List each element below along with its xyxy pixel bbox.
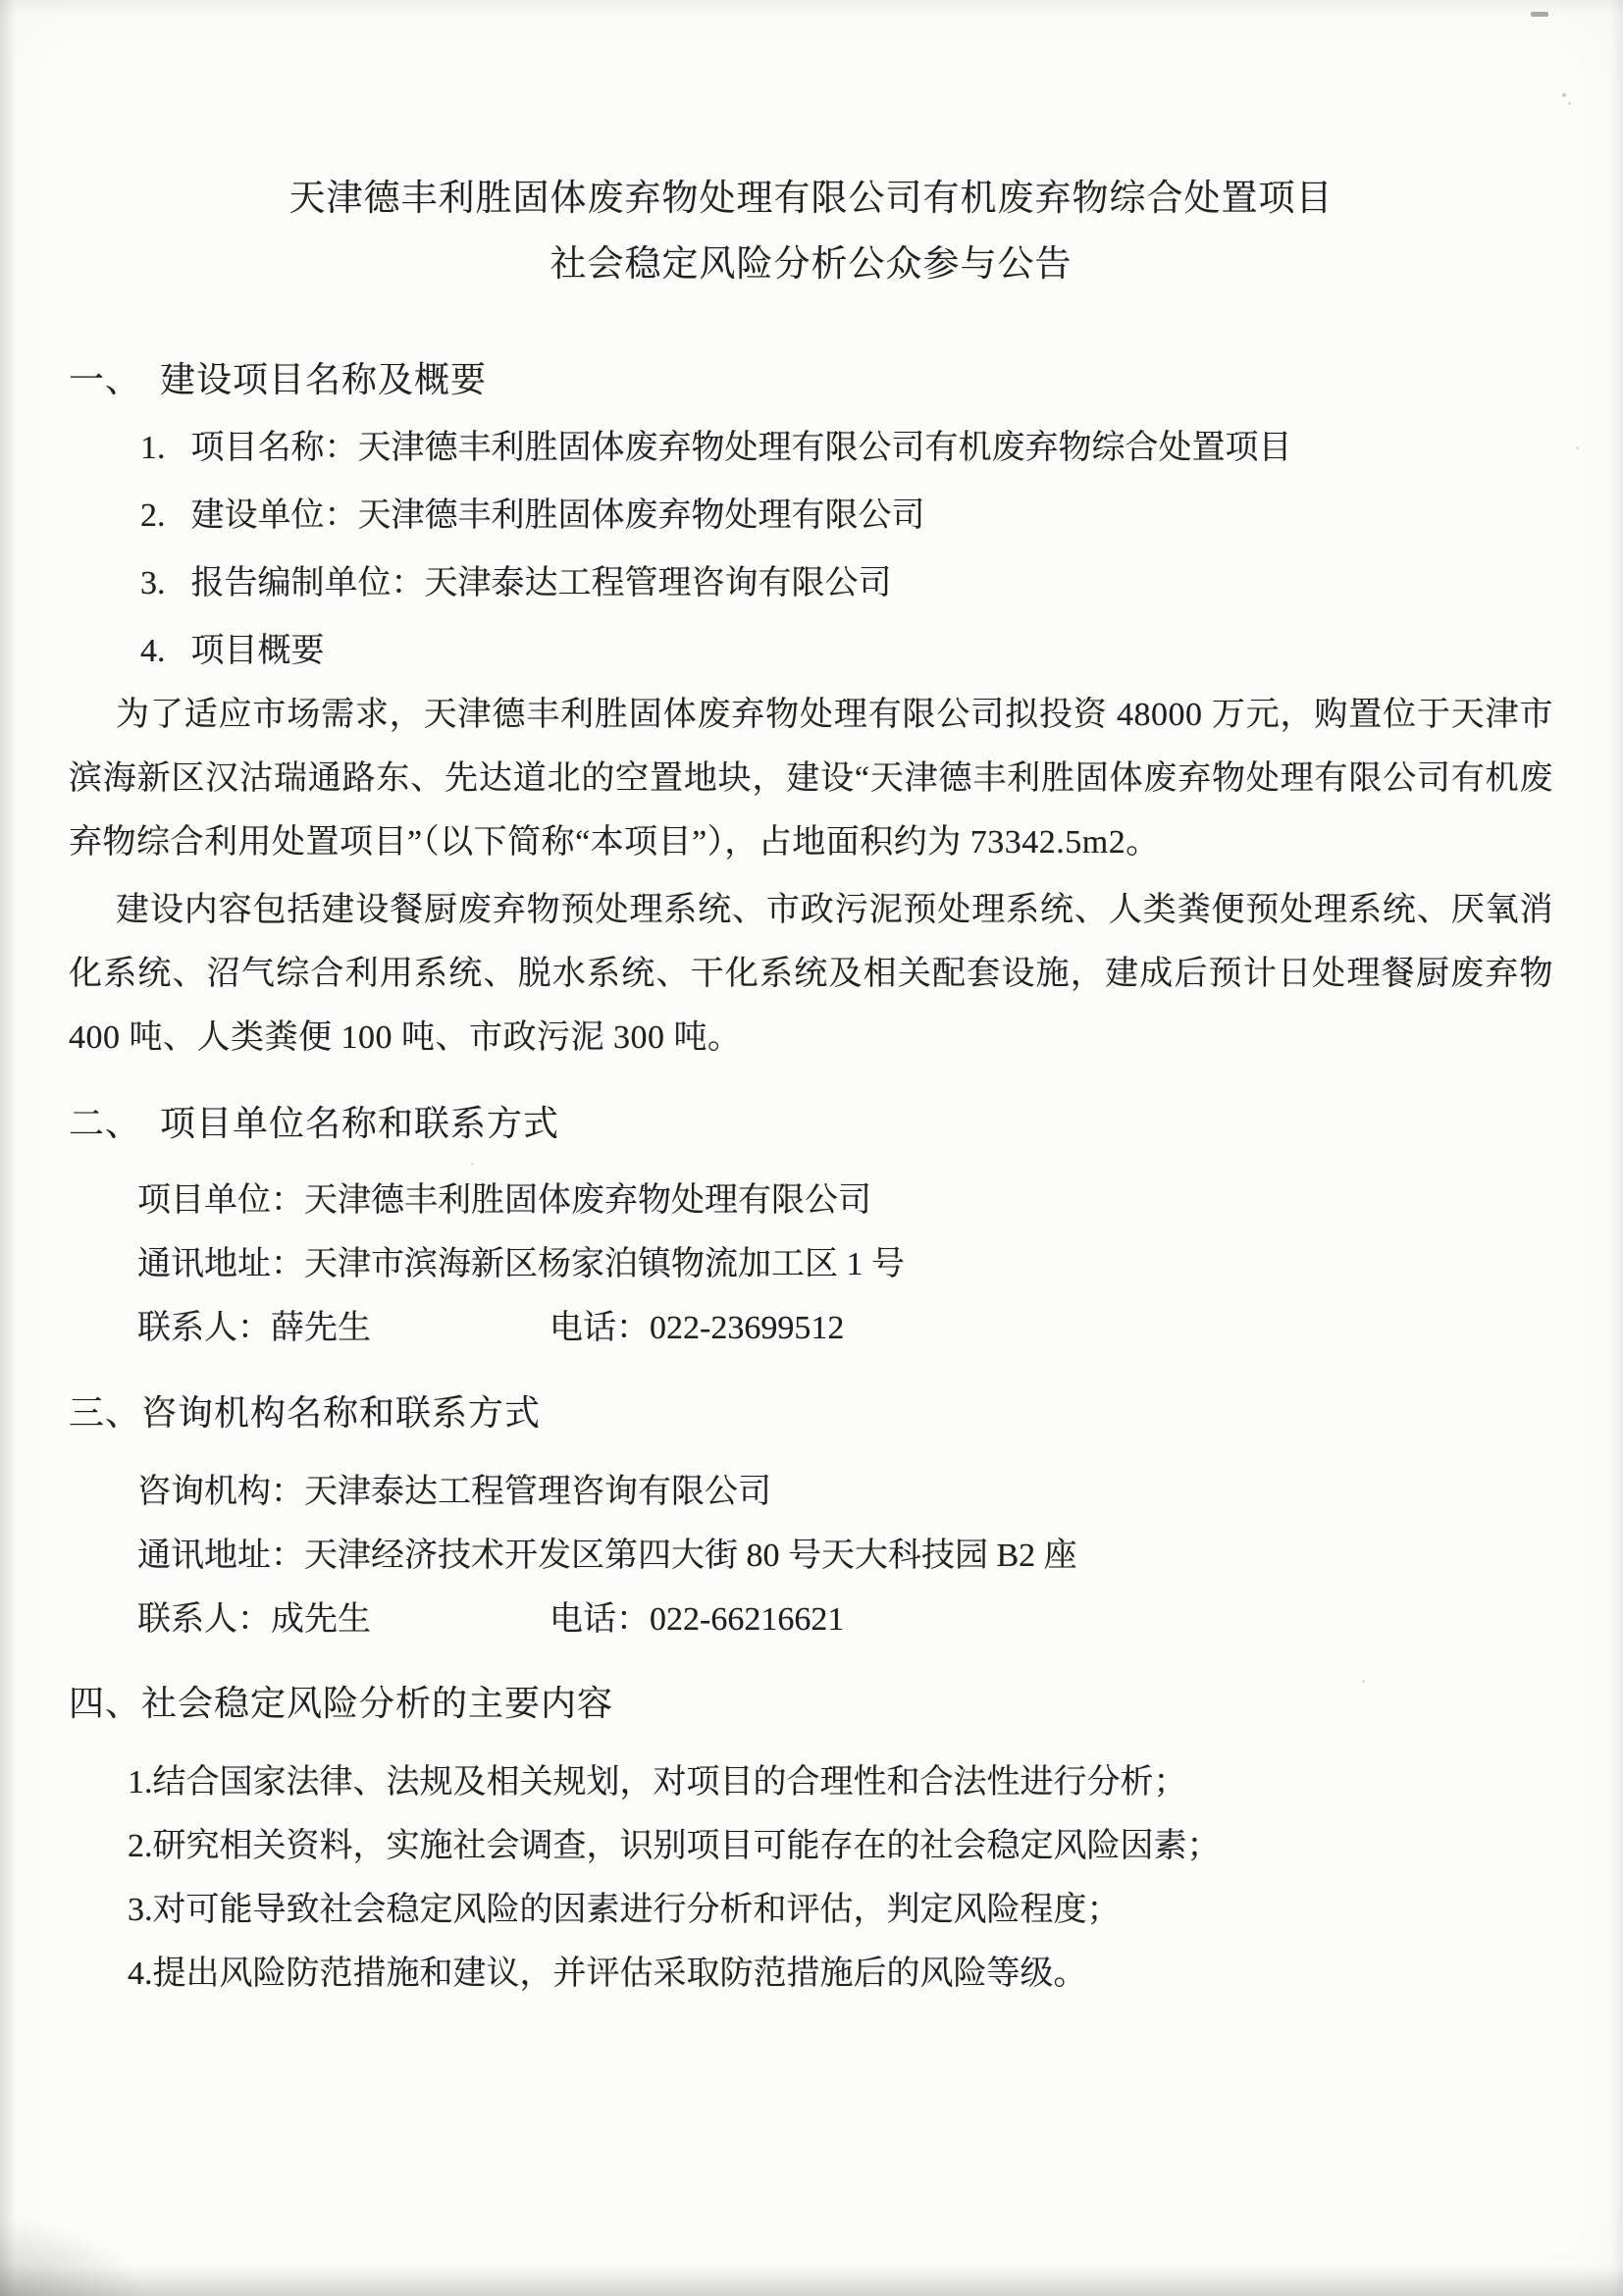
project-overview-paragraph-1: 为了适应市场需求，天津德丰利胜固体废弃物处理有限公司拟投资 48000 万元，购置位于天津市滨海新区汉沽瑞通路东、先达道北的空置地块，建设“天津德丰利胜固体废弃物处理有限公司有机废弃物综合利用处置项目”（以下简称“本项目”），占地面积约为 73342.5m2。 bbox=[69, 697, 1553, 861]
doc-title-line1: 天津德丰利胜固体废弃物处理有限公司有机废弃物综合处置项目 bbox=[288, 179, 1334, 219]
section-1-item-project-name bbox=[69, 416, 1553, 480]
section-2-heading: 二、 项目单位名称和联系方式 bbox=[69, 1104, 560, 1143]
section-4-heading: 四、社会稳定风险分析的主要内容 bbox=[69, 1684, 614, 1723]
item-text: 报告编制单位：天津泰达工程管理咨询有限公司 bbox=[190, 565, 892, 601]
document-content bbox=[69, 0, 1553, 2006]
analysis-content-item-4: 4.提出风险防范措施和建议，并评估采取防范措施后的风险等级。 bbox=[128, 1956, 1087, 1992]
contact-phone: 电话：022-66216621 bbox=[550, 1601, 845, 1638]
scan-speck bbox=[1576, 446, 1579, 449]
contact-person: 联系人：薛先生 bbox=[137, 1310, 371, 1346]
project-unit-address-row: 通讯地址：天津市滨海新区杨家泊镇物流加工区 1 号 bbox=[137, 1246, 905, 1282]
contact-person: 联系人：成先生 bbox=[137, 1601, 371, 1638]
scan-edge-left-shadow bbox=[0, 0, 16, 2296]
scan-edge-bottom-shadow bbox=[0, 2267, 1623, 2296]
project-unit-row: 项目单位：天津德丰利胜固体废弃物处理有限公司 bbox=[137, 1182, 871, 1219]
section-1-item-overview bbox=[69, 619, 1553, 683]
item-text: 建设单位：天津德丰利胜固体废弃物处理有限公司 bbox=[190, 497, 925, 534]
analysis-content-item-2: 2.研究相关资料，实施社会调查，识别项目可能存在的社会稳定风险因素； bbox=[128, 1828, 1221, 1864]
consulting-org-row: 咨询机构：天津泰达工程管理咨询有限公司 bbox=[137, 1474, 771, 1510]
item-number: 4. bbox=[140, 633, 166, 669]
item-number: 1. bbox=[140, 430, 166, 466]
consulting-org-address-row: 通讯地址：天津经济技术开发区第四大街 80 号天大科技园 B2 座 bbox=[137, 1538, 1077, 1574]
item-number: 2. bbox=[140, 497, 166, 534]
item-number: 3. bbox=[140, 565, 166, 601]
section-3-heading: 三、咨询机构名称和联系方式 bbox=[69, 1393, 542, 1433]
analysis-content-item-3: 3.对可能导致社会稳定风险的因素进行分析和评估，判定风险程度； bbox=[128, 1892, 1121, 1928]
doc-title-line2: 社会稳定风险分析公众参与公告 bbox=[550, 244, 1073, 285]
contact-phone: 电话：022-23699512 bbox=[550, 1310, 845, 1346]
section-1-item-builder bbox=[69, 484, 1553, 548]
scan-speck bbox=[1568, 102, 1571, 105]
scan-edge-right-shadow bbox=[1611, 0, 1623, 2296]
section-1-heading: 一、 建设项目名称及概要 bbox=[69, 360, 488, 399]
scan-corner-smudge bbox=[0, 2218, 147, 2296]
section-1-item-report-unit bbox=[69, 551, 1553, 615]
item-text: 项目名称：天津德丰利胜固体废弃物处理有限公司有机废弃物综合处置项目 bbox=[190, 430, 1292, 466]
project-overview-paragraph-2: 建设内容包括建设餐厨废弃物预处理系统、市政污泥预处理系统、人类粪便预处理系统、厌氧消化系统、沼气综合利用系统、脱水系统、干化系统及相关配套设施，建成后预计日处理餐厨废弃物 400 吨、人类粪便 100 吨、市政污泥 300 吨。 bbox=[69, 892, 1553, 1056]
scan-speck bbox=[1562, 93, 1566, 97]
project-unit-contact-row bbox=[69, 1296, 1553, 1360]
consulting-org-contact-row bbox=[69, 1588, 1553, 1651]
item-text: 项目概要 bbox=[190, 633, 325, 669]
analysis-content-item-1: 1.结合国家法律、法规及相关规划，对项目的合理性和合法性进行分析； bbox=[128, 1764, 1187, 1800]
